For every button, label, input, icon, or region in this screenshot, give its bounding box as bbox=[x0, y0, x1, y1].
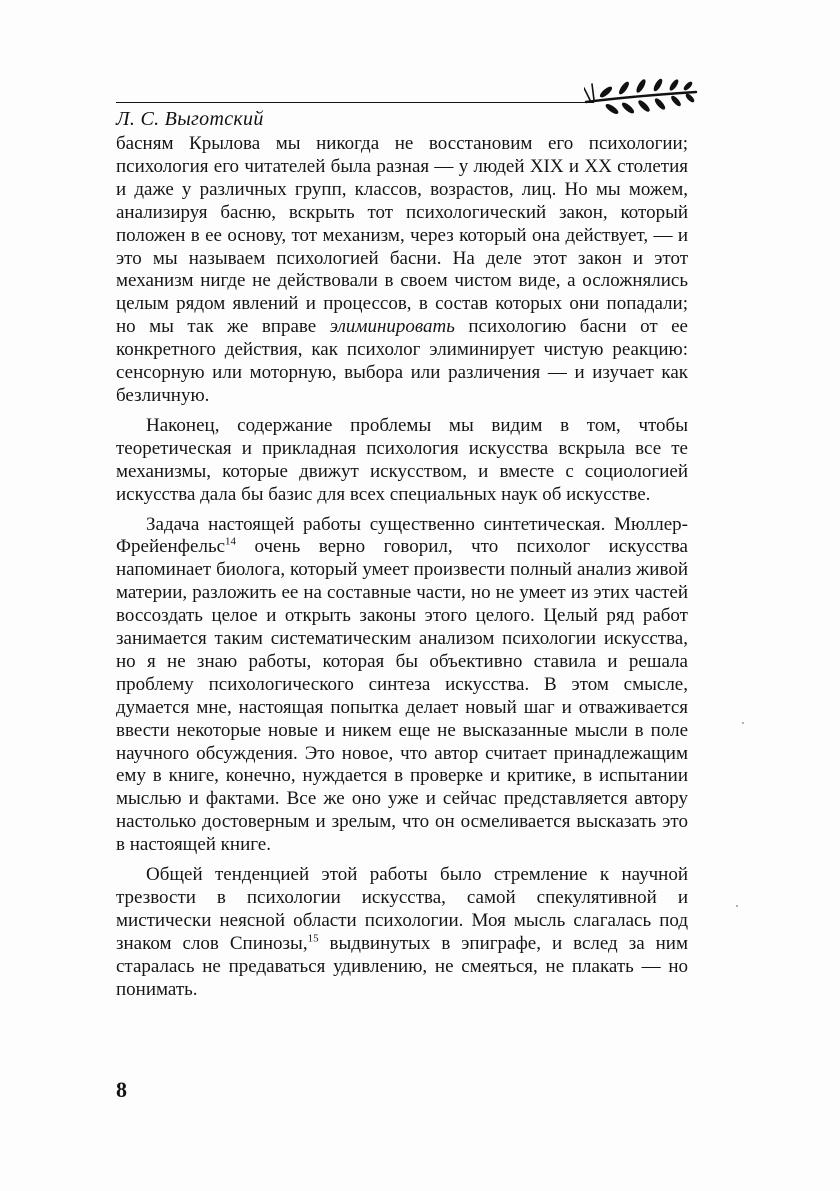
scan-speck bbox=[742, 722, 744, 724]
paragraph bbox=[116, 415, 688, 507]
footnote-ref-14[interactable]: 14 bbox=[225, 536, 237, 549]
running-head bbox=[116, 102, 716, 132]
text-run: психологию басни от ее конкретного действия, как психолог элиминирует чистую реакцию: сенсорную или моторную, выбора или различения — и изучает как безличную. bbox=[116, 316, 688, 406]
text-run: Задача настоящей работы существенно синтетическая. Мюллер-Фрейенфельс bbox=[116, 513, 688, 558]
text-run: очень верно говорил, что психолог искусства напоминает биолога, который умеет произвести полный анализ живой материи, разложить ее на составные части, но не умеет из этих частей воссоздать целое и открыть законы этого целого. Целый ряд работ занимается таким систематическим анализом психологии искусства, но я не знаю работы, которая бы объективно ставила и решала проблему психологического синтеза искусства. В этом смысле, думается мне, настоящая попытка делает новый шаг и отваживается ввести некоторые новые и никем еще не высказанные мысли в поле научного обсуждения. Это новое, что автор считает принадлежащим ему в книге, конечно, нуждается в проверке и критике, в испытании мыслью и фактами. Все же оно уже и сейчас представляется автору настолько достоверным и зрелым, что он осмеливается высказать это в настоящей книге. bbox=[116, 536, 688, 856]
text-run: Общей тенденцией этой работы было стремление к научной трезвости в психологии искусства, самой спекулятивной и мистически неясной области психологии. Моя мысль слагалась под знаком слов Спинозы, bbox=[116, 864, 688, 954]
text-run: басням Крылова мы никогда не восстановим его психологии; психология его читателей была разная — у людей XIX и XX столетия и даже у различных групп, классов, возрастов, лиц. Но мы можем, анализируя басню, вскрыть тот психологический закон, который положен в ее основу, тот механизм, через который она действует, — и это мы называем психологией басни. На деле этот закон и этот механизм нигде не действовали в своем чистом виде, а осложнялись целым рядом явлений и процессов, в состав которых они попадали; но мы так же вправе bbox=[116, 133, 688, 338]
text-run: выдвинутых в эпиграфе, и вслед за ним старалась не предаваться удивлению, не смеяться, не плакать — но понимать. bbox=[116, 932, 688, 1000]
scan-speck bbox=[736, 905, 738, 907]
paragraph bbox=[116, 864, 688, 1001]
page-number: 8 bbox=[116, 1077, 127, 1102]
italic-term: элиминировать bbox=[329, 316, 455, 338]
running-head-author: Л. С. Выготский bbox=[116, 108, 264, 130]
footnote-ref-15[interactable]: 15 bbox=[307, 932, 319, 945]
body-text bbox=[116, 133, 688, 1002]
paragraph bbox=[116, 514, 688, 858]
text-run: Наконец, содержание проблемы мы видим в том, чтобы теоретическая и прикладная психология искусства вскрыла все те механизмы, которые движут искусством, и вместе с социологией искусства дала бы базис для всех специальных наук об искусстве. bbox=[116, 414, 688, 505]
header-rule bbox=[116, 102, 594, 103]
laurel-ornament-icon bbox=[584, 78, 704, 128]
paragraph bbox=[116, 133, 688, 408]
